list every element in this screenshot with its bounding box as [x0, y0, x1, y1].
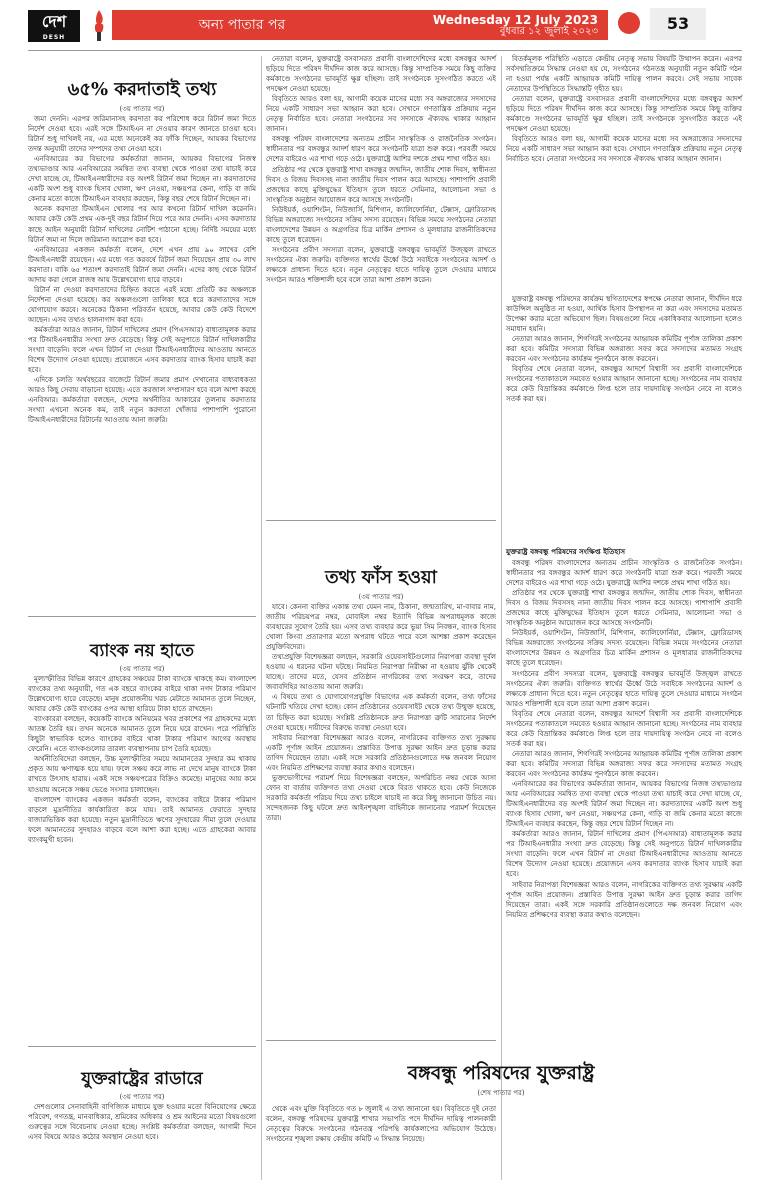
continued-note: (৩য় পাতার পর) [119, 105, 165, 113]
flame-icon [92, 8, 106, 42]
article-bank [28, 620, 256, 1042]
paragraph: প্রতিষ্ঠার পর থেকে যুক্তরাষ্ট্র শাখা বঙ্গবন্ধুর জন্মদিন, জাতীয় শোক দিবস, স্বাধীনতা দিবস ও বিজয় দিবসসহ নানা জাতীয় দিবস পালন করে আসছে। পাশাপাশি প্রবাসী প্রজন্মের কাছে মুক্তিযুদ্ধের ইতিহাস তুলে ধরতে সেমিনার, আলোচনা সভা ও সাংস্কৃতিক অনুষ্ঠান আয়োজন করে আসছে সংগঠনটি। [266, 165, 496, 204]
column-right [506, 54, 742, 1180]
paragraph: জমা দেননি। এরপর জরিমানাসহ করদাতা কর পরিশোধ করে রিটার্ন জমা দিতে নির্দেশ দেওয়া হবে। এরই সঙ্গে টিআইএন না দেওয়ার কারণ জানতে চাওয়া হবে। রিটার্ন শুধু দাখিলই নয়, এর মধ্যে অনেকেই কর ফাঁকি দিচ্ছেন, আয়কর বিভাগের তদন্ত অনুযায়ী তাদের সম্পদের তথ্য নেওয়া হবে। [28, 115, 256, 154]
paragraph: এনবিআরের কর বিভাগের কর্মকর্তারা জানান, আয়কর বিভাগের নিজস্ব তথ্যভাণ্ডার আর এনবিআরের সমন্বিত তথ্য ব্যবস্থা থেকে পাওয়া তথ্য যাচাই করে দেখা যাচ্ছে যে, টিআইএনধারীদের বড় অংশই রিটার্ন জমা দিচ্ছেন না। করদাতাদের একটি অংশ শুধু ব্যাংক হিসাব খোলা, ঋণ নেওয়া, সঞ্চয়পত্র কেনা, গাড়ি বা জমি কেনার মতো কাজে টিআইএন ব্যবহার করছেন, কিন্তু বছর শেষে রিটার্ন দিচ্ছেন না। [28, 155, 256, 204]
date-bangla: বুধবার ১২ জুলাই ২০২৩ [499, 26, 598, 37]
paragraph: বিবৃতির শেষে নেতারা বলেন, বঙ্গবন্ধুর আদর্শে বিশ্বাসী সব প্রবাসী বাংলাদেশিকে সংগঠনের পতাকাতলে সমবেত হওয়ার আহ্বান জানানো হচ্ছে। সংগঠনের নাম ব্যবহার করে কেউ বিভ্রান্তিকর কর্মকাণ্ডে লিপ্ত হলে তার দায়দায়িত্ব সংগঠন নেবে না বলেও সতর্ক করা হয়। [506, 709, 742, 748]
page-number: 53 [650, 8, 706, 40]
paragraph: দেশগুলোর সেনাবাহিনী বাণিজ্যিক মাধ্যমে যুক্ত হওয়ার মতো বিনিয়োগের ক্ষেত্রে পরিবেশ, গণতন্ত্র, মানবাধিকার, শ্রমিকের অধিকার ও শ্রম আইনের মতো বিষয়গুলো গুরুত্বের সঙ্গে বিবেচনায় নেওয়া হচ্ছে। সংশ্লিষ্ট কর্মকর্তারা বলছেন, আগামী দিনে এসব বিষয়ে আরও কঠোর অবস্থান নেওয়া হবে। [28, 1103, 256, 1142]
continued-note: (শেষ পাতার পর) [477, 1089, 525, 1097]
article-body [28, 1102, 256, 1178]
paragraph: যুক্তরাষ্ট্র বঙ্গবন্ধু পরিষদের কার্যক্রম স্থগিতাদেশের স্বপক্ষে নেতারা জানান, দীর্ঘদিন ধরে কাউন্সিল অনুষ্ঠিত না হওয়া, আর্থিক হিসাব উপস্থাপন না করা এবং সদস্যদের মতামত উপেক্ষা করার মতো অভিযোগ ছিল। বিষয়গুলো নিয়ে একাধিকবার আলোচনা হলেও সমাধান হয়নি। [506, 295, 742, 334]
article-body-continued [506, 294, 742, 540]
article-body [506, 558, 742, 1180]
paragraph: এনবিআরের একজন কর্মকর্তা বলেন, দেশে এখন প্রায় ৯০ লাখের বেশি টিআইএনধারী রয়েছেন। এর মধ্যে গত করবর্ষে রিটার্ন জমা দিয়েছেন প্রায় ৩০ লাখ করদাতা। বাকি ৬৫ শতাংশ করদাতাই রিটার্ন জমা দেননি। এদের কাছ থেকে রিটার্ন আদায় করা গেলে রাজস্ব আয় উল্লেখযোগ্য হারে বাড়বে। [28, 245, 256, 284]
newspaper-logo[interactable] [28, 10, 80, 42]
paragraph: রিটার্ন না দেওয়া করদাতাদের চিহ্নিত করতে এরই মধ্যে প্রতিটি কর অঞ্চলকে নির্দেশনা দেওয়া হয়েছে। কর অঞ্চলগুলো তালিকা ধরে ধরে করদাতাদের সঙ্গে যোগাযোগ করবে। অনেকের ঠিকানা পরিবর্তন হয়েছে, আবার কেউ কেউ বিদেশে আছেন। এসব তথ্যও হালনাগাদ করা হবে। [28, 285, 256, 324]
column-divider [501, 56, 502, 1180]
paragraph: সংগঠনের প্রবীণ সদস্যরা বলেন, যুক্তরাষ্ট্রে বঙ্গবন্ধুর ভাবমূর্তি উজ্জ্বল রাখতে সংগঠনের ঐক্য জরুরি। ব্যক্তিগত স্বার্থের ঊর্ধ্বে উঠে সবাইকে সংগঠনের আদর্শ ও লক্ষ্যকে প্রাধান্য দিতে হবে। নতুন নেতৃত্বের হাতে দায়িত্ব তুলে দেওয়ার মাধ্যমে সংগঠন আরও শক্তিশালী হবে বলে তারা আশা প্রকাশ করেন। [506, 669, 742, 708]
paragraph: এদিকে চলতি অর্থবছরের বাজেটে রিটার্ন জমার প্রমাণ দেখানোর বাধ্যবাধকতা আরও কিছু সেবায় বাড়ানো হয়েছে। এতে করজাল সম্প্রসারণ হবে বলে আশা করছে এনবিআর। কর্মকর্তারা বলছেন, দেশের অর্থনীতির আকারের তুলনায় করদাতার সংখ্যা এখনো অনেক কম, তাই নতুন করদাতা খোঁজার পাশাপাশি পুরোনো টিআইএনধারীদের রিটার্নের আওতায় আনা জরুরি। [28, 376, 256, 425]
paragraph: নেতারা আরও জানান, শিগগিরই সংগঠনের আহ্বায়ক কমিটির পূর্ণাঙ্গ তালিকা প্রকাশ করা হবে। কমিটির সদস্যরা বিভিন্ন অঙ্গরাজ্য সফর করে সদস্যদের মতামত সংগ্রহ করবেন এবং সংগঠনের কার্যক্রম পুনর্গঠনে কাজ করবেন। [506, 749, 742, 778]
paragraph: বিবৃতিতে আরও বলা হয়, আগামী কয়েক মাসের মধ্যে সব অঙ্গরাজ্যের সদস্যদের নিয়ে একটি সাধারণ সভা আহ্বান করা হবে। সেখানে গণতান্ত্রিক প্রক্রিয়ায় নতুন নেতৃত্ব নির্বাচিত হবে। নেতারা সংগঠনের সব সদস্যকে ঐক্যবদ্ধ থাকার আহ্বান জানান। [266, 95, 496, 134]
paragraph: বাংলাদেশ ব্যাংকের একজন কর্মকর্তা বলেন, ব্যাংকের বাইরে টাকার পরিমাণ বাড়লে মুদ্রানীতির কার্যকারিতা কমে যায়। তাই আমানত ফেরাতে সুদহার বাজারভিত্তিক করা হয়েছে। নতুন মুদ্রানীতিতে ঋণের সুদহারের সীমা তুলে দেওয়ার ফলে আমানতের সুদহারও বাড়বে বলে আশা করা হচ্ছে। এতে গ্রাহকেরা আবার ব্যাংকমুখী হবেন। [28, 795, 256, 844]
article-headline[interactable]: তথ্য ফাঁস হওয়া [325, 567, 437, 588]
paragraph: এনবিআরের কর বিভাগের কর্মকর্তারা জানান, আয়কর বিভাগের নিজস্ব তথ্যভাণ্ডার আর এনবিআরের সমন্বিত তথ্য ব্যবস্থা থেকে পাওয়া তথ্য যাচাই করে দেখা যাচ্ছে যে, টিআইএনধারীদের বড় অংশই রিটার্ন জমা দিচ্ছেন না। করদাতাদের একটি অংশ শুধু ব্যাংক হিসাব খোলা, ঋণ নেওয়া, সঞ্চয়পত্র কেনা, গাড়ি বা জমি কেনার মতো কাজে টিআইএন ব্যবহার করছেন, কিন্তু বছর শেষে রিটার্ন দিচ্ছেন না। [506, 780, 742, 829]
paragraph: মূল্যস্ফীতির বিভিন্ন কারণে গ্রাহকের সঞ্চয়ের টাকা ব্যাংকে থাকছে কম। বাংলাদেশ ব্যাংকের তথ্য অনুযায়ী, গত এক বছরে ব্যাংকের বাইরে থাকা নগদ টাকার পরিমাণ উল্লেখযোগ্য হারে বেড়েছে। মানুষ প্রয়োজনীয় খরচ মেটাতে আমানত তুলে নিচ্ছেন, আবার কেউ কেউ ব্যাংকের ওপর আস্থা হারিয়ে টাকা হাতে রাখছেন। [28, 675, 256, 714]
date-english: Wednesday 12 July 2023 [432, 13, 598, 27]
paragraph: ব্যাংকাররা বলছেন, কয়েকটি ব্যাংকে অনিয়মের খবর প্রকাশের পর গ্রাহকদের মধ্যে আতঙ্ক তৈরি হয়। তখন অনেকে আমানত তুলে নিয়ে ঘরে রাখেন। পরে পরিস্থিতি কিছুটা স্বাভাবিক হলেও ব্যাংকের বাইরে থাকা টাকার পরিমাণ আগের অবস্থায় ফেরেনি। এতে ব্যাংকগুলোর তারল্য ব্যবস্থাপনায় চাপ তৈরি হয়েছে। [28, 715, 256, 754]
article-headline[interactable]: ৬৫% করদাতাই তথ্য [67, 79, 217, 100]
section-banner [112, 10, 608, 40]
paragraph: তথ্যপ্রযুক্তি বিশেষজ্ঞরা বলছেন, সরকারি ওয়েবসাইটগুলোর নিরাপত্তা ব্যবস্থা দুর্বল হওয়ায় এ ধরনের ঘটনা ঘটছে। নিয়মিত নিরাপত্তা নিরীক্ষা না হওয়ায় ঝুঁকি থেকেই যাচ্ছে। তাদের মতে, যেসব প্রতিষ্ঠান নাগরিকের তথ্য সংরক্ষণ করে, তাদের জবাবদিহির আওতায় আনা জরুরি। [266, 653, 496, 692]
article-body-continued [506, 54, 742, 286]
paragraph: সাইবার নিরাপত্তা বিশেষজ্ঞরা আরও বলেন, নাগরিকের ব্যক্তিগত তথ্য সুরক্ষায় একটি পূর্ণাঙ্গ আইন প্রয়োজন। প্রস্তাবিত উপাত্ত সুরক্ষা আইন দ্রুত চূড়ান্ত করার তাগিদ দিয়েছেন তারা। একই সঙ্গে সরকারি প্রতিষ্ঠানগুলোতে দক্ষ জনবল নিয়োগ এবং নিয়মিত প্রশিক্ষণের ব্যবস্থা করার কথাও বলেছেন। [266, 733, 496, 772]
paragraph: সাইবার নিরাপত্তা বিশেষজ্ঞরা আরও বলেন, নাগরিকের ব্যক্তিগত তথ্য সুরক্ষায় একটি পূর্ণাঙ্গ আইন প্রয়োজন। প্রস্তাবিত উপাত্ত সুরক্ষা আইন দ্রুত চূড়ান্ত করার তাগিদ দিয়েছেন তারা। একই সঙ্গে সরকারি প্রতিষ্ঠানগুলোতে দক্ষ জনবল নিয়োগ এবং নিয়মিত প্রশিক্ষণের ব্যবস্থা করার কথাও বলেছেন। [506, 880, 742, 919]
paragraph: বিবৃতিতে আরও বলা হয়, আগামী কয়েক মাসের মধ্যে সব অঙ্গরাজ্যের সদস্যদের নিয়ে একটি সাধারণ সভা আহ্বান করা হবে। সেখানে গণতান্ত্রিক প্রক্রিয়ায় নতুন নেতৃত্ব নির্বাচিত হবে। নেতারা সংগঠনের সব সদস্যকে ঐক্যবদ্ধ থাকার আহ্বান জানান। [506, 135, 742, 164]
paragraph: নেতারা বলেন, যুক্তরাষ্ট্রে বসবাসরত প্রবাসী বাংলাদেশিদের মধ্যে বঙ্গবন্ধুর আদর্শ ছড়িয়ে দিতে পরিষদ দীর্ঘদিন কাজ করে আসছে। কিন্তু সাম্প্রতিক সময়ে কিছু ব্যক্তির কর্মকাণ্ডে সংগঠনের ভাবমূর্তি ক্ষুণ্ণ হচ্ছিল। তাই সংগঠনকে সুসংগঠিত করতে এই পদক্ষেপ নেওয়া হয়েছে। [266, 55, 496, 94]
paragraph: যাবে। কেননা ব্যক্তির একান্ত তথ্য যেমন নাম, ঠিকানা, জন্মতারিখ, মা-বাবার নাম, জাতীয় পরিচয়পত্র নম্বর, মোবাইল নম্বর ইত্যাদি বিভিন্ন অপরাধমূলক কাজে ব্যবহারের সুযোগ তৈরি হয়। এসব তথ্য ব্যবহার করে ভুয়া সিম নিবন্ধন, ব্যাংক হিসাব খোলা কিংবা প্রতারণার মতো অপরাধ ঘটতে পারে বলে আশঙ্কা প্রকাশ করেছেন প্রযুক্তিবিদেরা। [266, 603, 496, 652]
article-divider [28, 616, 256, 617]
paragraph: কর্মকর্তারা আরও জানান, রিটার্ন দাখিলের প্রমাণ (পিএসআর) বাধ্যতামূলক করার পর টিআইএনধারীর সংখ্যা দ্রুত বেড়েছে। কিন্তু সেই অনুপাতে রিটার্ন দাখিলকারীর সংখ্যা বাড়েনি। ফলে এখন রিটার্ন না দেওয়া টিআইএনধারীদের আওতায় আনতে বিশেষ উদ্যোগ নেওয়া হয়েছে। প্রয়োজনে এসব করদাতার ব্যাংক হিসাব যাচাই করা হবে। [506, 830, 742, 879]
article-headline[interactable]: বঙ্গবন্ধু পরিষদের যুক্তরাষ্ট্র [407, 1062, 595, 1084]
paragraph: থেকে এবং মুক্তি বিবৃতিতে গত ৮ জুলাই এ তথ্য জানানো হয়। বিবৃতিতে দুই নেতা বলেন, বঙ্গবন্ধু পরিষদের যুক্তরাষ্ট্র শাখার সভাপতি পদে দীর্ঘদিন দায়িত্ব পালনকারী নেতৃত্বের বিরুদ্ধে সংগঠনের গঠনতন্ত্র পরিপন্থি কার্যকলাপের অভিযোগ উঠেছে। সংগঠনের শৃঙ্খলা রক্ষায় কেন্দ্রীয় কমিটি এ সিদ্ধান্ত নিয়েছে। [266, 1105, 496, 1144]
continued-note: (৩য় পাতার পর) [119, 1093, 165, 1101]
paragraph: অনেক করদাতা টিআইএন খোলার পর আর কখনো রিটার্ন দাখিল করেননি। আবার কেউ কেউ প্রথম এক-দুই বছর রিটার্ন দিয়ে পরে আর দেননি। এসব করদাতার কাছে আইন অনুযায়ী রিটার্ন দাখিলের নোটিশ পাঠানো হচ্ছে। নির্দিষ্ট সময়ের মধ্যে রিটার্ন জমা না দিলে জরিমানা আরোপ করা হবে। [28, 205, 256, 244]
section-subheading: যুক্তরাষ্ট্র বঙ্গবন্ধু পরিষদের সংক্ষিপ্ত ইতিহাস [506, 547, 626, 556]
article-body-continued [266, 54, 496, 516]
article-divider [266, 1040, 496, 1041]
paragraph: নিউইয়র্ক, ওয়াশিংটন, নিউজার্সি, মিশিগান, ক্যালিফোর্নিয়া, টেক্সাস, ফ্লোরিডাসহ বিভিন্ন অঙ্গরাজ্যে সংগঠনের সক্রিয় সদস্য রয়েছেন। বিভিন্ন সময়ে সংগঠনের নেতারা বাংলাদেশের উন্নয়ন ও অগ্রগতির চিত্র মার্কিন প্রশাসন ও মূলধারার রাজনীতিকদের কাছে তুলে ধরেছেন। [506, 629, 742, 668]
article-divider [266, 520, 496, 521]
column-divider [261, 56, 262, 1180]
logo-subtext: DESH [42, 34, 66, 41]
article-headline[interactable]: ব্যাংক নয় হাতে [90, 641, 194, 661]
column-left [28, 54, 256, 1180]
page-header [0, 0, 770, 50]
paragraph: ভুক্তভোগীদের পরামর্শ দিয়ে বিশেষজ্ঞরা বলছেন, অপরিচিত নম্বর থেকে আসা ফোন বা বার্তায় ব্যক্তিগত তথ্য দেওয়া থেকে বিরত থাকতে হবে। কেউ নিজেকে সরকারি কর্মকর্তা পরিচয় দিয়ে তথ্য চাইলে যাচাই না করে কিছু জানানো উচিত নয়। সন্দেহজনক কিছু ঘটলে দ্রুত আইনশৃঙ্খলা বাহিনীকে জানানোর পরামর্শ দিয়েছেন তারা। [266, 773, 496, 822]
article-body [266, 1104, 496, 1180]
section-title: অন্য পাতার পর [198, 17, 286, 33]
paragraph: বিবৃতির শেষে নেতারা বলেন, বঙ্গবন্ধুর আদর্শে বিশ্বাসী সব প্রবাসী বাংলাদেশিকে সংগঠনের পতাকাতলে সমবেত হওয়ার আহ্বান জানানো হচ্ছে। সংগঠনের নাম ব্যবহার করে কেউ বিভ্রান্তিকর কর্মকাণ্ডে লিপ্ত হলে তার দায়দায়িত্ব সংগঠন নেবে না বলেও সতর্ক করা হয়। [506, 365, 742, 404]
paragraph: কর্মকর্তারা আরও জানান, রিটার্ন দাখিলের প্রমাণ (পিএসআর) বাধ্যতামূলক করার পর টিআইএনধারীর সংখ্যা দ্রুত বেড়েছে। কিন্তু সেই অনুপাতে রিটার্ন দাখিলকারীর সংখ্যা বাড়েনি। ফলে এখন রিটার্ন না দেওয়া টিআইএনধারীদের আওতায় আনতে বিশেষ উদ্যোগ নেওয়া হয়েছে। প্রয়োজনে এসব করদাতার ব্যাংক হিসাব যাচাই করা হবে। [28, 325, 256, 375]
paragraph: প্রতিষ্ঠার পর থেকে যুক্তরাষ্ট্র শাখা বঙ্গবন্ধুর জন্মদিন, জাতীয় শোক দিবস, স্বাধীনতা দিবস ও বিজয় দিবসসহ নানা জাতীয় দিবস পালন করে আসছে। পাশাপাশি প্রবাসী প্রজন্মের কাছে মুক্তিযুদ্ধের ইতিহাস তুলে ধরতে সেমিনার, আলোচনা সভা ও সাংস্কৃতিক অনুষ্ঠান আয়োজন করে আসছে সংগঠনটি। [506, 589, 742, 628]
paragraph: এ বিষয়ে তথ্য ও যোগাযোগপ্রযুক্তি বিভাগের এক কর্মকর্তা বলেন, তথ্য ফাঁসের ঘটনাটি খতিয়ে দেখা হচ্ছে। কোন প্রতিষ্ঠানের ওয়েবসাইট থেকে তথ্য উন্মুক্ত হয়েছে, তা চিহ্নিত করা হয়েছে। সংশ্লিষ্ট প্রতিষ্ঠানকে দ্রুত নিরাপত্তা ত্রুটি সারানোর নির্দেশ দেওয়া হয়েছে। দায়ীদের বিরুদ্ধে ব্যবস্থা নেওয়া হবে। [266, 693, 496, 732]
article-tax [28, 54, 256, 610]
article-body [266, 602, 496, 1034]
continued-note: (৩য় পাতার পর) [119, 665, 165, 673]
article-body [28, 114, 256, 608]
paragraph: বঙ্গবন্ধু পরিষদ বাংলাদেশের অন্যতম প্রাচীন সাংস্কৃতিক ও রাজনৈতিক সংগঠন। স্বাধীনতার পর বঙ্গবন্ধুর আদর্শ ধারণ করে সংগঠনটি যাত্রা শুরু করে। পরবর্তী সময়ে দেশের বাইরেও এর শাখা গড়ে ওঠে। যুক্তরাষ্ট্রে আশির দশকে প্রথম শাখা গঠিত হয়। [266, 135, 496, 164]
article-headline[interactable]: যুক্তরাষ্ট্রের রাডারে [81, 1069, 203, 1089]
header-divider [28, 50, 742, 51]
logo-text: দেশ [41, 12, 67, 31]
decorative-circle-icon [618, 12, 640, 34]
paragraph: বঙ্গবন্ধু পরিষদ বাংলাদেশের অন্যতম প্রাচীন সাংস্কৃতিক ও রাজনৈতিক সংগঠন। স্বাধীনতার পর বঙ্গবন্ধুর আদর্শ ধারণ করে সংগঠনটি যাত্রা শুরু করে। পরবর্তী সময়ে দেশের বাইরেও এর শাখা গড়ে ওঠে। যুক্তরাষ্ট্রে আশির দশকে প্রথম শাখা গঠিত হয়। [506, 559, 742, 588]
paragraph: নেতারা আরও জানান, শিগগিরই সংগঠনের আহ্বায়ক কমিটির পূর্ণাঙ্গ তালিকা প্রকাশ করা হবে। কমিটির সদস্যরা বিভিন্ন অঙ্গরাজ্য সফর করে সদস্যদের মতামত সংগ্রহ করবেন এবং সংগঠনের কার্যক্রম পুনর্গঠনে কাজ করবেন। [506, 335, 742, 364]
paragraph: বিতর্কমূলক পরিস্থিতি এড়াতে কেন্দ্রীয় নেতৃত্ব সভায় বিষয়টি উত্থাপন করেন। এরপর সর্বসম্মতিক্রমে সিদ্ধান্ত নেওয়া হয় যে, সংগঠনের গঠনতন্ত্র অনুযায়ী নতুন কমিটি গঠন না হওয়া পর্যন্ত একটি আহ্বায়ক কমিটি দায়িত্ব পালন করবে। সেই সভায় সাবেক নেতাদের উপস্থিতিতে সিদ্ধান্তটি গৃহীত হয়। [506, 55, 742, 94]
paragraph: অর্থনীতিবিদেরা বলছেন, উচ্চ মূল্যস্ফীতির সময়ে আমানতের সুদহার কম থাকায় প্রকৃত আয় ঋণাত্মক হয়ে যায়। ফলে সঞ্চয় করে লাভ না দেখে মানুষ ব্যাংকে টাকা রাখতে উৎসাহ হারায়। একই সঙ্গে সঞ্চয়পত্রের বিক্রিও কমেছে। মানুষের আয় কমে যাওয়ায় অনেকে সঞ্চয় ভেঙে সংসার চালাচ্ছেন। [28, 755, 256, 794]
article-usa-radar [28, 1050, 256, 1180]
article-data-leak [266, 524, 496, 1036]
article-body [28, 674, 256, 1038]
paragraph: সংগঠনের প্রবীণ সদস্যরা বলেন, যুক্তরাষ্ট্রে বঙ্গবন্ধুর ভাবমূর্তি উজ্জ্বল রাখতে সংগঠনের ঐক্য জরুরি। ব্যক্তিগত স্বার্থের ঊর্ধ্বে উঠে সবাইকে সংগঠনের আদর্শ ও লক্ষ্যকে প্রাধান্য দিতে হবে। নতুন নেতৃত্বের হাতে দায়িত্ব তুলে দেওয়ার মাধ্যমে সংগঠন আরও শক্তিশালী হবে বলে তারা আশা প্রকাশ করেন। [266, 245, 496, 285]
continued-note: (৩য় পাতার পর) [358, 593, 404, 601]
article-divider [28, 1046, 256, 1047]
paragraph: নিউইয়র্ক, ওয়াশিংটন, নিউজার্সি, মিশিগান, ক্যালিফোর্নিয়া, টেক্সাস, ফ্লোরিডাসহ বিভিন্ন অঙ্গরাজ্যে সংগঠনের সক্রিয় সদস্য রয়েছেন। বিভিন্ন সময়ে সংগঠনের নেতারা বাংলাদেশের উন্নয়ন ও অগ্রগতির চিত্র মার্কিন প্রশাসন ও মূলধারার রাজনীতিকদের কাছে তুলে ধরেছেন। [266, 205, 496, 244]
paragraph: নেতারা বলেন, যুক্তরাষ্ট্রে বসবাসরত প্রবাসী বাংলাদেশিদের মধ্যে বঙ্গবন্ধুর আদর্শ ছড়িয়ে দিতে পরিষদ দীর্ঘদিন কাজ করে আসছে। কিন্তু সাম্প্রতিক সময়ে কিছু ব্যক্তির কর্মকাণ্ডে সংগঠনের ভাবমূর্তি ক্ষুণ্ণ হচ্ছিল। তাই সংগঠনকে সুসংগঠিত করতে এই পদক্ষেপ নেওয়া হয়েছে। [506, 95, 742, 134]
